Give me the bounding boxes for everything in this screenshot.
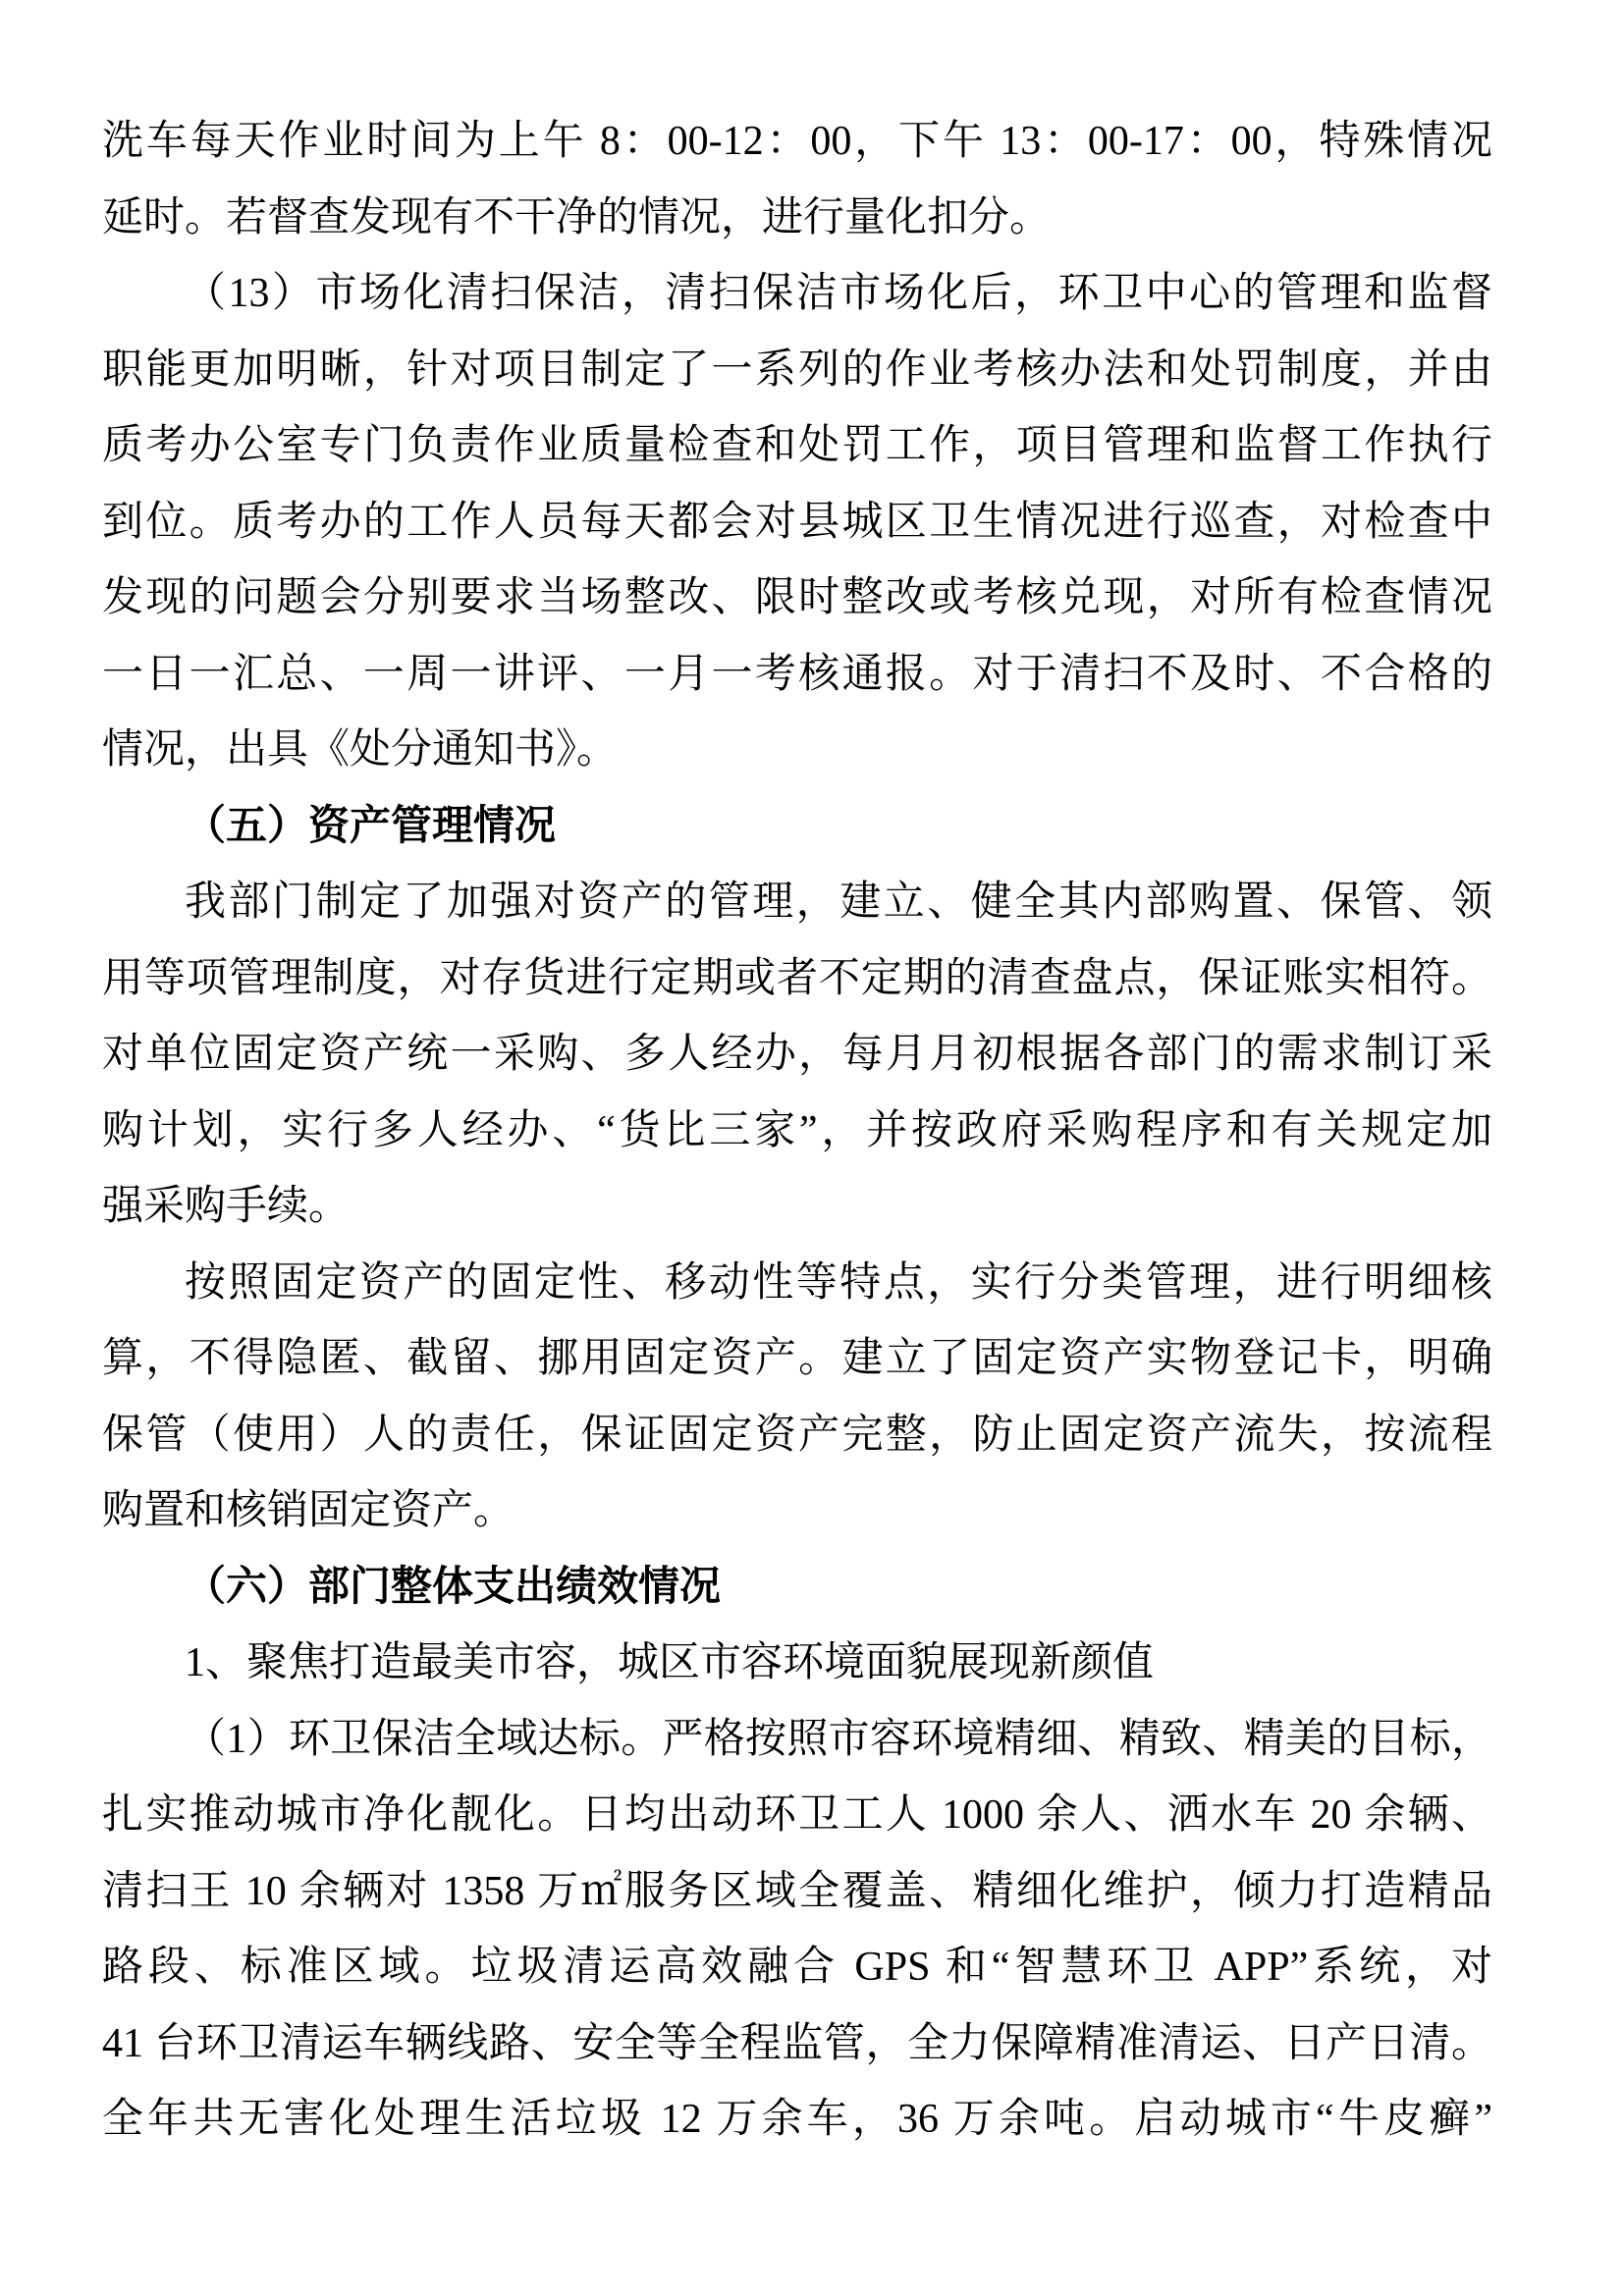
paragraph-line: 用等项管理制度，对存货进行定期或者不定期的清查盘点，保证账实相符。: [102, 955, 1492, 1001]
paragraph-line: 职能更加明晰，针对项目制定了一系列的作业考核办法和处罚制度，并由: [102, 347, 1492, 393]
paragraph-line: 洗车每天作业时间为上午 8：00-12：00，下午 13：00-17：00，特殊情况: [102, 119, 1492, 164]
paragraph-line: 全年共无害化处理生活垃圾 12 万余车，36 万余吨。启动城市“牛皮癣”: [102, 2097, 1492, 2142]
paragraph-line: 发现的问题会分别要求当场整改、限时整改或考核兑现，对所有检查情况: [102, 575, 1492, 620]
section-heading: （五）资产管理情况: [185, 803, 557, 849]
paragraph-line: 购计划，实行多人经办、“货比三家”，并按政府采购程序和有关规定加: [102, 1107, 1492, 1153]
paragraph-line: 扎实推动城市净化靓化。日均出动环卫工人 1000 余人、洒水车 20 余辆、: [102, 1792, 1492, 1838]
document-body: [102, 104, 1492, 2159]
paragraph-line: （13）市场化清扫保洁，清扫保洁市场化后，环卫中心的管理和监督: [185, 271, 1492, 316]
paragraph-line: 按照固定资产的固定性、移动性等特点，实行分类管理，进行明细核: [185, 1259, 1492, 1306]
paragraph-line: 清扫王 10 余辆对 1358 万㎡服务区域全覆盖、精细化维护，倾力打造精品: [102, 1868, 1492, 1914]
paragraph-line: 一日一汇总、一周一讲评、一月一考核通报。对于清扫不及时、不合格的: [102, 651, 1492, 697]
paragraph-line: 购置和核销固定资产。: [102, 1488, 515, 1533]
paragraph-line: 质考办公室专门负责作业质量检查和处罚工作，项目管理和监督工作执行: [102, 423, 1492, 468]
paragraph-line: 算，不得隐匿、截留、挪用固定资产。建立了固定资产实物登记卡，明确: [102, 1336, 1492, 1381]
paragraph-line: 延时。若督查发现有不干净的情况，进行量化扣分。: [102, 194, 1052, 240]
paragraph-line: 1、聚焦打造最美市容，城区市容环境面貌展现新颜值: [185, 1640, 1155, 1685]
section-heading: （六）部门整体支出绩效情况: [185, 1564, 722, 1610]
paragraph-line: 路段、标准区域。垃圾清运高效融合 GPS 和“智慧环卫 APP”系统，对: [102, 1945, 1492, 1990]
paragraph-line: （1）环卫保洁全域达标。严格按照市容环境精细、精致、精美的目标，: [185, 1716, 1492, 1762]
paragraph-line: 我部门制定了加强对资产的管理，建立、健全其内部购置、保管、领: [185, 880, 1492, 925]
paragraph-line: 41 台环卫清运车辆线路、安全等全程监管，全力保障精准清运、日产日清。: [102, 2020, 1492, 2066]
paragraph-line: 到位。质考办的工作人员每天都会对县城区卫生情况进行巡查，对检查中: [102, 499, 1492, 545]
paragraph-line: 保管（使用）人的责任，保证固定资产完整，防止固定资产流失，按流程: [102, 1412, 1492, 1458]
paragraph-line: 对单位固定资产统一采购、多人经办，每月月初根据各部门的需求制订采: [102, 1032, 1492, 1077]
paragraph-line: 强采购手续。: [102, 1184, 351, 1229]
paragraph-line: 情况，出具《处分通知书》。: [102, 727, 619, 773]
